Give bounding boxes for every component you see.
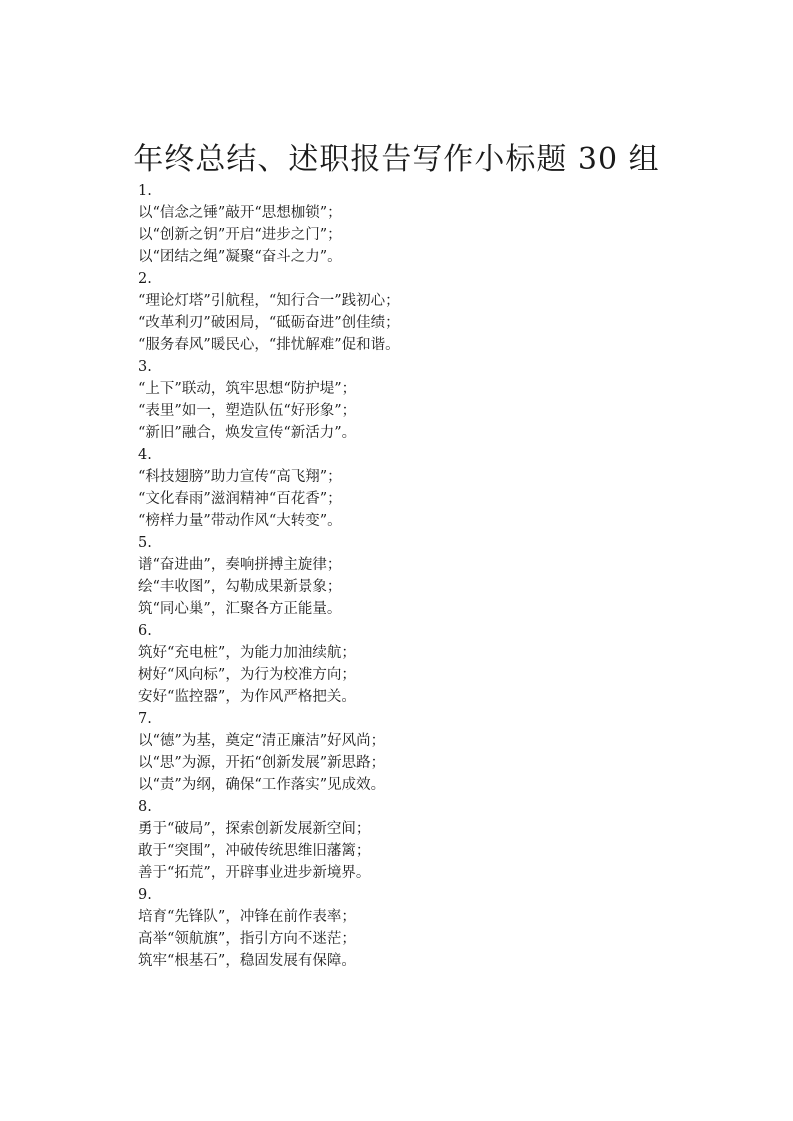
- group-number: 1.: [138, 183, 152, 199]
- title-group: [138, 268, 698, 356]
- title-group: [138, 796, 698, 884]
- group-line: 筑“同心巢”，汇聚各方正能量。: [138, 601, 342, 617]
- group-number: 9.: [138, 887, 152, 903]
- group-line: 以“创新之钥”开启“进步之门”；: [138, 227, 342, 243]
- group-number: 3.: [138, 359, 152, 375]
- group-number: 6.: [138, 623, 152, 639]
- group-line: 筑牢“根基石”，稳固发展有保障。: [138, 953, 356, 969]
- group-line: 树好“风向标”，为行为校准方向；: [138, 667, 356, 683]
- title-group: [138, 444, 698, 532]
- group-number: 5.: [138, 535, 152, 551]
- group-line: 善于“拓荒”，开辟事业进步新境界。: [138, 865, 371, 881]
- group-line: “上下”联动，筑牢思想“防护堤”；: [138, 381, 357, 397]
- group-line: 筑好“充电桩”，为能力加油续航；: [138, 645, 356, 661]
- title-group: [138, 708, 698, 796]
- group-number: 2.: [138, 271, 152, 287]
- title-group: [138, 884, 698, 972]
- title-group: [138, 356, 698, 444]
- group-line: “新旧”融合，焕发宣传“新活力”。: [138, 425, 357, 441]
- document-body: [138, 180, 698, 972]
- group-line: “榜样力量”带动作风“大转变”。: [138, 513, 342, 529]
- group-line: “改革利刃”破困局，“砥砺奋进”创佳绩；: [138, 315, 400, 331]
- group-line: “理论灯塔”引航程，“知行合一”践初心；: [138, 293, 400, 309]
- group-line: 绘“丰收图”，勾勒成果新景象；: [138, 579, 342, 595]
- group-line: 以“责”为纲，确保“工作落实”见成效。: [138, 777, 386, 793]
- group-line: “文化春雨”滋润精神“百花香”；: [138, 491, 342, 507]
- document-title: 年终总结、述职报告写作小标题 30 组: [133, 142, 660, 177]
- group-line: 以“信念之锤”敲开“思想枷锁”；: [138, 205, 342, 221]
- group-line: 安好“监控器”，为作风严格把关。: [138, 689, 356, 705]
- title-group: [138, 180, 698, 268]
- group-line: 敢于“突围”，冲破传统思维旧藩篱；: [138, 843, 371, 859]
- group-line: “服务春风”暖民心，“排忧解难”促和谐。: [138, 337, 400, 353]
- title-group: [138, 532, 698, 620]
- group-line: 勇于“破局”，探索创新发展新空间；: [138, 821, 371, 837]
- group-line: “科技翅膀”助力宣传“高飞翔”；: [138, 469, 342, 485]
- group-number: 8.: [138, 799, 152, 815]
- group-number: 7.: [138, 711, 152, 727]
- group-number: 4.: [138, 447, 152, 463]
- group-line: “表里”如一，塑造队伍“好形象”；: [138, 403, 357, 419]
- group-line: 以“团结之绳”凝聚“奋斗之力”。: [138, 249, 342, 265]
- group-line: 高举“领航旗”，指引方向不迷茫；: [138, 931, 356, 947]
- group-line: 培育“先锋队”，冲锋在前作表率；: [138, 909, 356, 925]
- group-line: 谱“奋进曲”，奏响拼搏主旋律；: [138, 557, 342, 573]
- title-group: [138, 620, 698, 708]
- group-line: 以“思”为源，开拓“创新发展”新思路；: [138, 755, 386, 771]
- group-line: 以“德”为基，奠定“清正廉洁”好风尚；: [138, 733, 386, 749]
